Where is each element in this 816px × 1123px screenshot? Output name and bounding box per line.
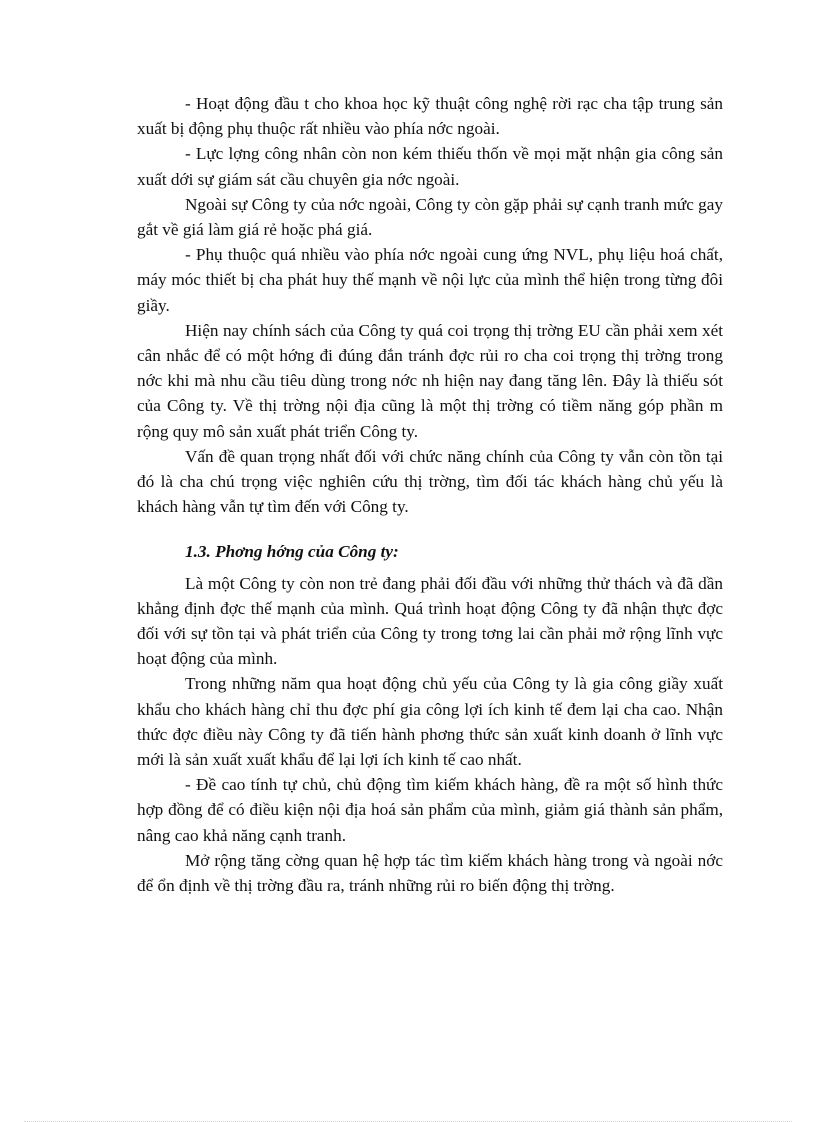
- paragraph-dependence: - Phụ thuộc quá nhiều vào phía nớc ngoài cung ứng NVL, phụ liệu hoá chất, máy móc thiết bị cha phát huy thế mạnh về nội lực của mình thể hiện trong từng đôi giầy.: [137, 245, 723, 315]
- paragraph-investment: - Hoạt động đầu t cho khoa học kỹ thuật công nghệ rời rạc cha tập trung sản xuất bị động phụ thuộc rất nhiều vào phía nớc ngoài.: [137, 94, 723, 139]
- paragraph-market-policy: Hiện nay chính sách của Công ty quá coi trọng thị trờng EU cần phải xem xét cân nhắc để có một hớng đi đúng đắn tránh đợc rủi ro cha coi trọng thị trờng trong nớc khi mà nhu cầu tiêu dùng trong nớc nh hiện nay đang tăng lên. Đây là thiếu sót của Công ty. Về thị trờng nội địa cũng là một thị trờng có tiềm năng góp phần m rộng quy mô sản xuất phát triển Công ty.: [137, 320, 723, 441]
- paragraph-recent-years: Trong những năm qua hoạt động chủ yếu của Công ty là gia công giầy xuất khẩu cho khách hàng chỉ thu đợc phí gia công lợi ích kinh tế đem lại cha cao. Nhận thức đợc điều này Công ty đã tiến hành phơng thức sản xuất kinh doanh ở lĩnh vực mới là sản xuất xuất khẩu để lại lợi ích kinh tế cao nhất.: [137, 674, 723, 770]
- paragraph-workforce: - Lực lợng công nhân còn non kém thiếu thốn về mọi mặt nhận gia công sản xuất dới sự giám sát cầu chuyên gia nớc ngoài.: [137, 144, 723, 189]
- paragraph-competition: Ngoài sự Công ty của nớc ngoài, Công ty còn gặp phải sự cạnh tranh mức gay gắt về giá làm giá rẻ hoặc phá giá.: [137, 194, 723, 240]
- paragraph-expand-cooperation: Mở rộng tăng cờng quan hệ hợp tác tìm kiếm khách hàng trong và ngoài nớc để ổn định về thị trờng đầu ra, tránh những rủi ro biến động thị trờng.: [137, 850, 723, 896]
- page-bottom-border: [24, 1121, 792, 1122]
- paragraph-key-issue: Vấn đề quan trọng nhất đối với chức năng chính của Công ty vẫn còn tồn tại đó là cha chú trọng việc nghiên cứu thị trờng, tìm đối tác khách hàng chủ yếu là khách hàng vẫn tự tìm đến với Công ty.: [137, 446, 723, 517]
- document-body: [137, 91, 723, 898]
- section-heading: 1.3. Phơng hớng của Công ty:: [185, 542, 399, 562]
- paragraph-young-company: Là một Công ty còn non trẻ đang phải đối đầu với những thử thách và đã dần khẳng định đợc thế mạnh của mình. Quá trình hoạt động Công ty đã nhận thực đợc đối với sự tồn tại và phát triển của Công ty trong tơng lai cần phải mở rộng lĩnh vực hoạt động của mình.: [137, 573, 723, 669]
- paragraph-autonomy: - Đề cao tính tự chủ, chủ động tìm kiếm khách hàng, đề ra một số hình thức hợp đồng để có điều kiện nội địa hoá sản phẩm của mình, giảm giá thành sản phẩm, nâng cao khả năng cạnh tranh.: [137, 775, 723, 845]
